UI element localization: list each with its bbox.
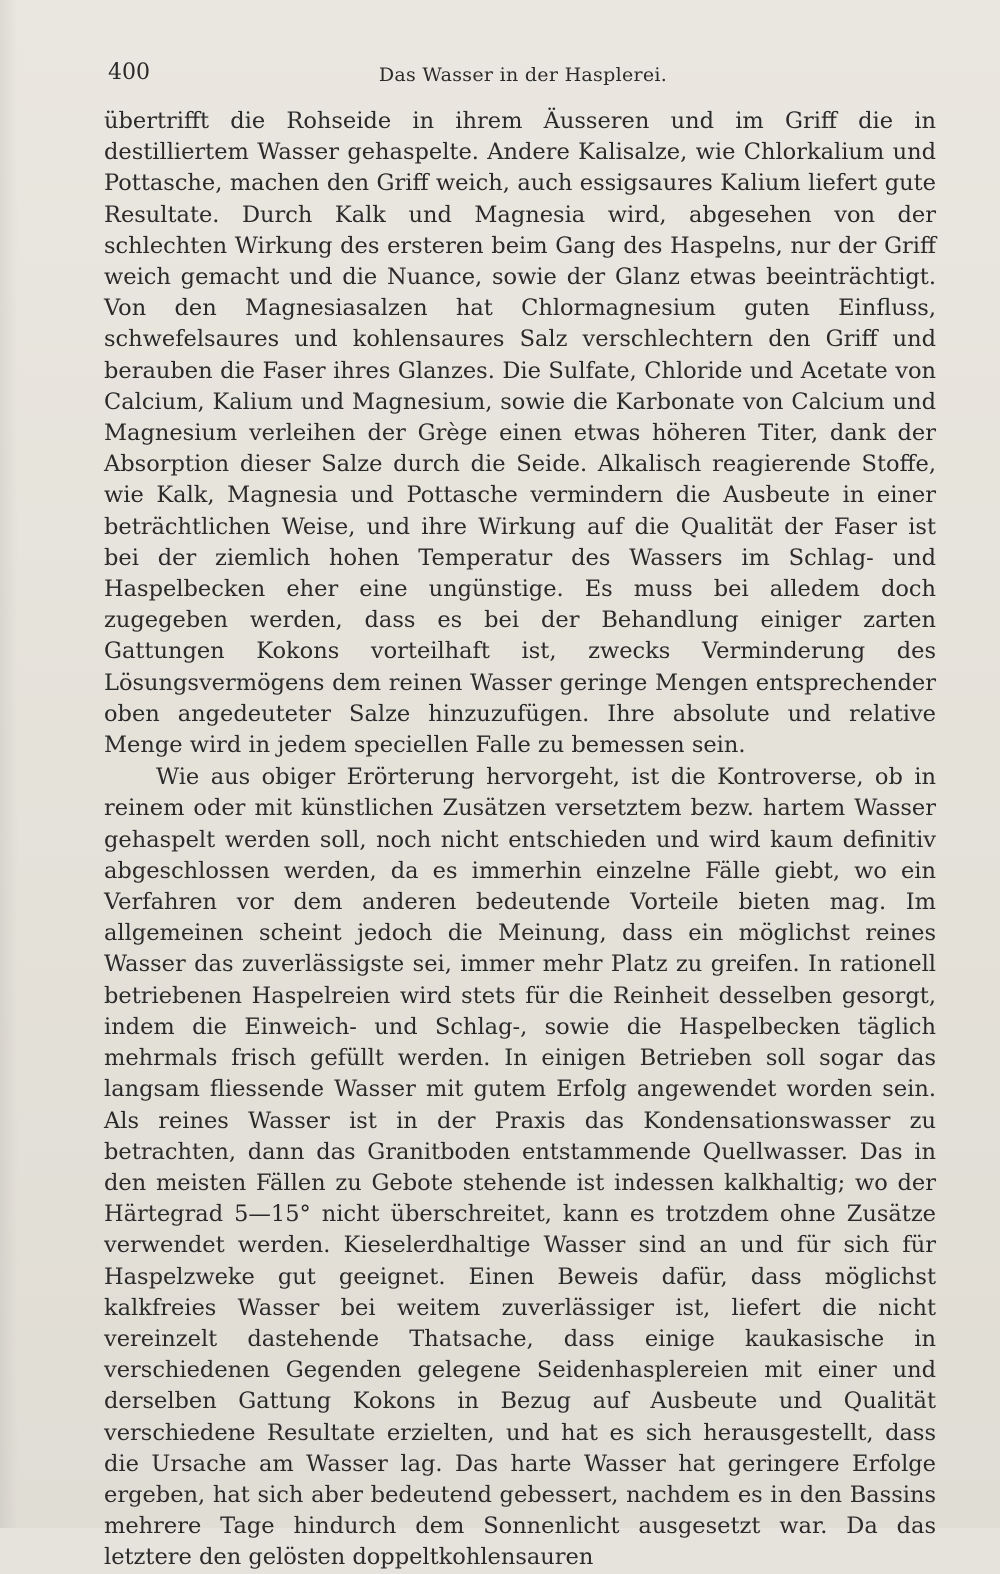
page-header (108, 58, 938, 94)
paragraph: Wie aus obiger Erörterung hervorgeht, ist die Kontroverse, ob in reinem oder mit künstlichen Zusätzen versetztem bezw. hartem Wasser gehaspelt werden soll, noch nicht entschieden und wird kaum definitiv abgeschlossen werden, da es immerhin einzelne Fälle giebt, wo ein Verfahren vor dem anderen bedeutende Vorteile bieten mag. Im allgemeinen scheint jedoch die Meinung, dass ein möglichst reines Wasser das zuverlässigste sei, immer mehr Platz zu greifen. In rationell betriebenen Haspelreien wird stets für die Reinheit desselben gesorgt, indem die Einweich- und Schlag-, sowie die Haspelbecken täglich mehrmals frisch gefüllt werden. In einigen Betrieben soll sogar das langsam fliessende Wasser mit gutem Erfolg angewendet worden sein. Als reines Wasser ist in der Praxis das Kondensationswasser zu betrachten, dann das Granitboden entstammende Quellwasser. Das in den meisten Fällen zu Gebote stehende ist indessen kalkhaltig; wo der Härtegrad 5—15° nicht überschreitet, kann es trotzdem ohne Zusätze verwendet werden. Kieselerdhaltige Wasser sind an und für sich für Haspelzweke gut geeignet. Einen Beweis dafür, dass möglichst kalkfreies Wasser bei weitem zuverlässiger ist, liefert die nicht vereinzelt dastehende Thatsache, dass einige kaukasische in verschiedenen Gegenden gelegene Seidenhasplereien mit einer und derselben Gattung Kokons in Bezug auf Ausbeute und Qualität verschiedene Resultate erzielten, und hat es sich herausgestellt, dass die Ursache am Wasser lag. Das harte Wasser hat geringere Erfolge ergeben, hat sich aber bedeutend gebessert, nachdem es in den Bassins mehrere Tage hindurch dem Sonnenlicht ausgesetzt war. Da das letztere den gelösten doppeltkohlensauren (104, 764, 936, 1571)
page-number: 400 (108, 60, 150, 85)
page-edge-shadow (0, 0, 18, 1528)
paragraph-continued: übertrifft die Rohseide in ihrem Äusseren und im Griff die in destilliertem Wasser gehaspelte. Andere Kalisalze, wie Chlorkalium und Pottasche, machen den Griff weich, auch essigsaures Kalium liefert gute Resultate. Durch Kalk und Magnesia wird, abgesehen von der schlechten Wirkung des ersteren beim Gang des Haspelns, nur der Griff weich gemacht und die Nuance, sowie der Glanz etwas beeinträchtigt. Von den Magnesiasalzen hat Chlormagnesium guten Einfluss, schwefelsaures und kohlensaures Salz verschlechtern den Griff und berauben die Faser ihres Glanzes. Die Sulfate, Chloride und Acetate von Calcium, Kalium und Magnesium, sowie die Karbonate von Calcium und Magnesium verleihen der Grège einen etwas höheren Titer, dank der Absorption dieser Salze durch die Seide. Alkalisch reagierende Stoffe, wie Kalk, Magnesia und Pottasche vermindern die Ausbeute in einer beträchtlichen Weise, und ihre Wirkung auf die Qualität der Faser ist bei der ziemlich hohen Temperatur des Wassers im Schlag- und Haspelbecken eher eine ungünstige. Es muss bei alledem doch zugegeben werden, dass es bei der Behandlung einiger zarten Gattungen Kokons vorteilhaft ist, zwecks Verminderung des Lösungsvermögens dem reinen Wasser geringe Mengen entsprechender oben angedeuteter Salze hinzuzufügen. Ihre absolute und relative Menge wird in jedem speciellen Falle zu bemessen sein. (104, 108, 936, 759)
running-title: Das Wasser in der Hasplerei. (378, 64, 668, 86)
body-text (104, 106, 936, 1574)
